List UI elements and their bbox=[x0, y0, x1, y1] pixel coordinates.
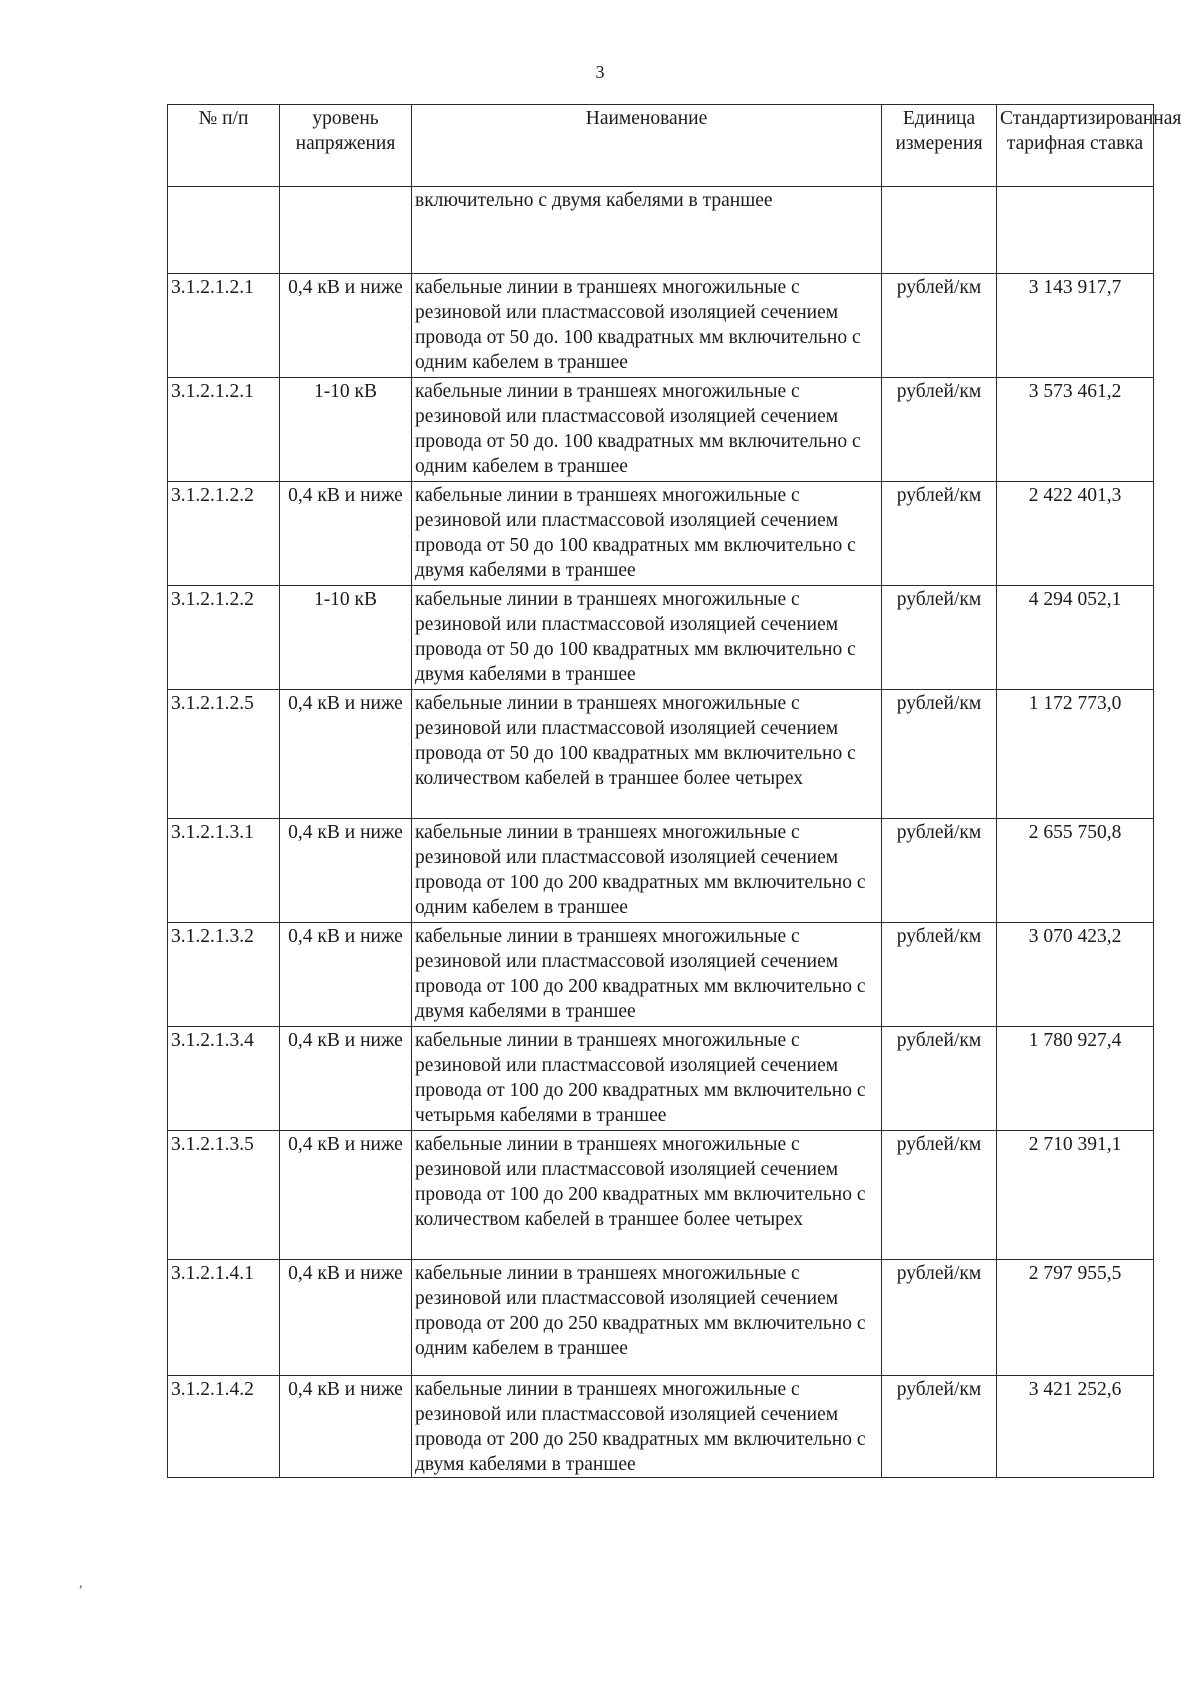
row-unit: рублей/км bbox=[882, 1260, 997, 1376]
row-name: кабельные линии в траншеях многожильные с резиновой или пластмассовой изоляцией сечением провода от 200 до 250 квадратных мм включительно с одним кабелем в траншее bbox=[412, 1260, 882, 1376]
row-rate: 3 573 461,2 bbox=[997, 378, 1154, 482]
row-unit: рублей/км bbox=[882, 819, 997, 923]
table-row bbox=[168, 1376, 1154, 1478]
row-unit: рублей/км bbox=[882, 1376, 997, 1478]
row-rate: 2 797 955,5 bbox=[997, 1260, 1154, 1376]
row-num: 3.1.2.1.4.1 bbox=[168, 1260, 280, 1376]
row-voltage: 0,4 кВ и ниже bbox=[280, 923, 412, 1027]
scan-mark: , bbox=[79, 1576, 83, 1591]
continuation-num bbox=[168, 187, 280, 274]
row-voltage: 0,4 кВ и ниже bbox=[280, 274, 412, 378]
continuation-voltage bbox=[280, 187, 412, 274]
table-row bbox=[168, 690, 1154, 819]
continuation-rate bbox=[997, 187, 1154, 274]
row-name: кабельные линии в траншеях многожильные с резиновой или пластмассовой изоляцией сечением провода от 100 до 200 квадратных мм включительно с двумя кабелями в траншее bbox=[412, 923, 882, 1027]
row-rate: 4 294 052,1 bbox=[997, 586, 1154, 690]
page-number: 3 bbox=[595, 62, 605, 82]
row-rate: 2 422 401,3 bbox=[997, 482, 1154, 586]
continuation-row bbox=[168, 187, 1154, 274]
row-voltage: 0,4 кВ и ниже bbox=[280, 819, 412, 923]
row-num: 3.1.2.1.3.1 bbox=[168, 819, 280, 923]
row-rate: 3 421 252,6 bbox=[997, 1376, 1154, 1478]
row-name: кабельные линии в траншеях многожильные с резиновой или пластмассовой изоляцией сечением провода от 50 до. 100 квадратных мм включительно с одним кабелем в траншее bbox=[412, 378, 882, 482]
table-row bbox=[168, 482, 1154, 586]
table-header-row bbox=[168, 105, 1154, 187]
row-unit: рублей/км bbox=[882, 378, 997, 482]
row-name: кабельные линии в траншеях многожильные с резиновой или пластмассовой изоляцией сечением провода от 50 до 100 квадратных мм включительно с двумя кабелями в траншее bbox=[412, 482, 882, 586]
header-name: Наименование bbox=[412, 105, 882, 187]
table-row bbox=[168, 1260, 1154, 1376]
row-voltage: 1-10 кВ bbox=[280, 586, 412, 690]
row-voltage: 0,4 кВ и ниже bbox=[280, 482, 412, 586]
row-voltage: 0,4 кВ и ниже bbox=[280, 1376, 412, 1478]
row-name: кабельные линии в траншеях многожильные с резиновой или пластмассовой изоляцией сечением провода от 50 до. 100 квадратных мм включительно с одним кабелем в траншее bbox=[412, 274, 882, 378]
row-num: 3.1.2.1.3.2 bbox=[168, 923, 280, 1027]
row-rate: 2 710 391,1 bbox=[997, 1131, 1154, 1260]
table-row bbox=[168, 819, 1154, 923]
row-name: кабельные линии в траншеях многожильные с резиновой или пластмассовой изоляцией сечением провода от 200 до 250 квадратных мм включительно с двумя кабелями в траншее bbox=[412, 1376, 882, 1478]
row-num: 3.1.2.1.2.2 bbox=[168, 482, 280, 586]
row-unit: рублей/км bbox=[882, 1131, 997, 1260]
header-voltage: уровень напряжения bbox=[280, 105, 412, 187]
header-rate: Стандартизированная тарифная ставка bbox=[997, 105, 1154, 187]
row-num: 3.1.2.1.2.1 bbox=[168, 274, 280, 378]
table-row bbox=[168, 378, 1154, 482]
row-name: кабельные линии в траншеях многожильные с резиновой или пластмассовой изоляцией сечением провода от 100 до 200 квадратных мм включительно с количеством кабелей в траншее более четырех bbox=[412, 1131, 882, 1260]
row-voltage: 0,4 кВ и ниже bbox=[280, 1027, 412, 1131]
row-rate: 3 070 423,2 bbox=[997, 923, 1154, 1027]
row-num: 3.1.2.1.3.5 bbox=[168, 1131, 280, 1260]
row-name: кабельные линии в траншеях многожильные с резиновой или пластмассовой изоляцией сечением провода от 100 до 200 квадратных мм включительно с одним кабелем в траншее bbox=[412, 819, 882, 923]
row-name: кабельные линии в траншеях многожильные с резиновой или пластмассовой изоляцией сечением провода от 50 до 100 квадратных мм включительно с двумя кабелями в траншее bbox=[412, 586, 882, 690]
header-unit: Единица измерения bbox=[882, 105, 997, 187]
row-rate: 1 172 773,0 bbox=[997, 690, 1154, 819]
row-unit: рублей/км bbox=[882, 482, 997, 586]
row-voltage: 1-10 кВ bbox=[280, 378, 412, 482]
row-rate: 1 780 927,4 bbox=[997, 1027, 1154, 1131]
table-row bbox=[168, 923, 1154, 1027]
row-num: 3.1.2.1.3.4 bbox=[168, 1027, 280, 1131]
row-num: 3.1.2.1.2.1 bbox=[168, 378, 280, 482]
row-rate: 2 655 750,8 bbox=[997, 819, 1154, 923]
continuation-unit bbox=[882, 187, 997, 274]
header-num: № п/п bbox=[168, 105, 280, 187]
row-voltage: 0,4 кВ и ниже bbox=[280, 1131, 412, 1260]
row-unit: рублей/км bbox=[882, 690, 997, 819]
row-voltage: 0,4 кВ и ниже bbox=[280, 1260, 412, 1376]
row-num: 3.1.2.1.2.5 bbox=[168, 690, 280, 819]
row-num: 3.1.2.1.4.2 bbox=[168, 1376, 280, 1478]
tariff-table bbox=[167, 104, 1182, 1478]
row-name: кабельные линии в траншеях многожильные с резиновой или пластмассовой изоляцией сечением провода от 50 до 100 квадратных мм включительно с количеством кабелей в траншее более четырех bbox=[412, 690, 882, 819]
row-unit: рублей/км bbox=[882, 274, 997, 378]
table-row bbox=[168, 1131, 1154, 1260]
row-rate: 3 143 917,7 bbox=[997, 274, 1154, 378]
table-row bbox=[168, 586, 1154, 690]
row-num: 3.1.2.1.2.2 bbox=[168, 586, 280, 690]
row-unit: рублей/км bbox=[882, 1027, 997, 1131]
table-row bbox=[168, 274, 1154, 378]
table-row bbox=[168, 1027, 1154, 1131]
row-unit: рублей/км bbox=[882, 586, 997, 690]
continuation-name: включительно с двумя кабелями в траншее bbox=[412, 187, 882, 274]
row-unit: рублей/км bbox=[882, 923, 997, 1027]
row-name: кабельные линии в траншеях многожильные с резиновой или пластмассовой изоляцией сечением провода от 100 до 200 квадратных мм включительно с четырьмя кабелями в траншее bbox=[412, 1027, 882, 1131]
row-voltage: 0,4 кВ и ниже bbox=[280, 690, 412, 819]
